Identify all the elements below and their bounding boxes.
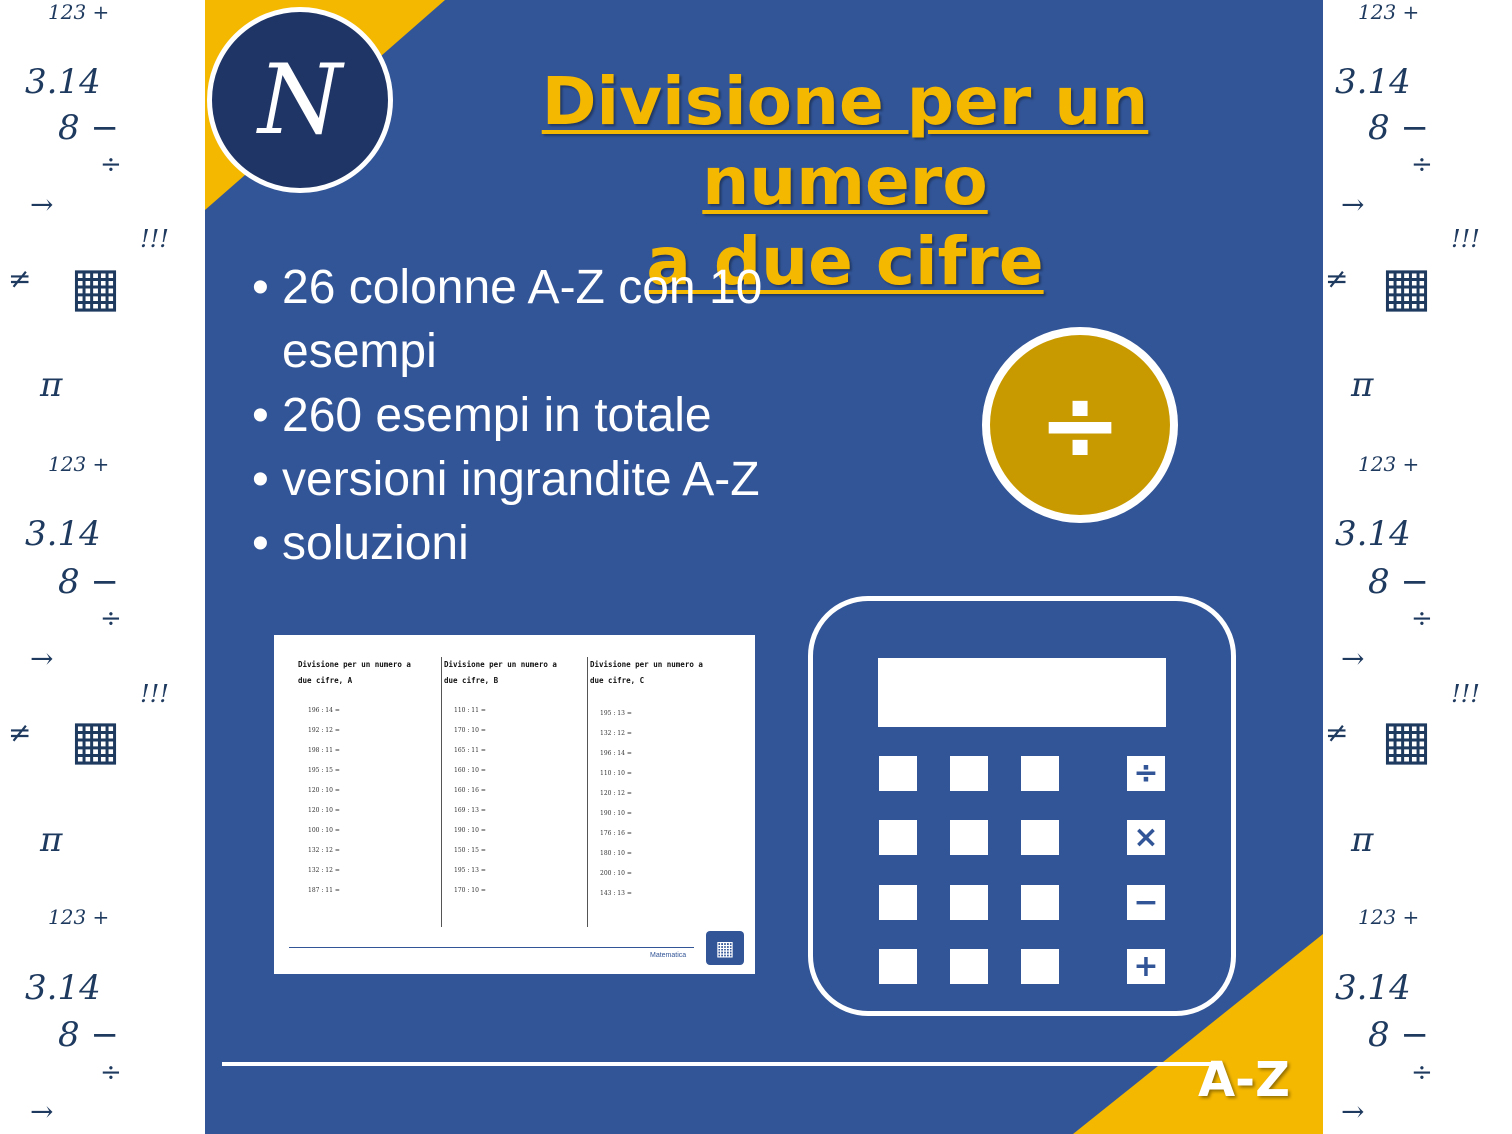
- calculator-key: [1021, 949, 1059, 984]
- worksheet-row: 190 : 10 =: [600, 810, 632, 817]
- doodle-neq: ≠: [8, 262, 32, 295]
- doodle-neq: ≠: [1325, 716, 1349, 749]
- doodle-pi-value: 3.14: [25, 514, 101, 554]
- doodle-123: 123 +: [48, 0, 110, 24]
- worksheet-row: 190 : 10 =: [454, 827, 486, 834]
- worksheet-row: 180 : 10 =: [600, 850, 632, 857]
- doodle-pi: π: [40, 365, 63, 405]
- feature-item: • 260 esempi in totale: [252, 384, 852, 448]
- doodle-exclaim: !!!: [1451, 680, 1480, 708]
- worksheet-row: 150 : 15 =: [454, 847, 486, 854]
- calculator-doodle-icon: ▦: [1381, 708, 1433, 771]
- worksheet-row: 192 : 12 =: [308, 727, 340, 734]
- az-badge: A-Z: [1198, 1052, 1290, 1108]
- doodle-arrow: →: [30, 642, 54, 675]
- calculator-key: [879, 885, 917, 920]
- worksheet-row: 120 : 12 =: [600, 790, 632, 797]
- calculator-plus-key: +: [1127, 949, 1165, 984]
- worksheet-row: 196 : 14 =: [600, 750, 632, 757]
- doodle-arrow: →: [1341, 1095, 1365, 1128]
- calculator-key: [950, 820, 988, 855]
- calculator-key: [879, 820, 917, 855]
- doodle-123: 123 +: [48, 452, 110, 476]
- doodle-arrow: →: [1341, 188, 1365, 221]
- doodle-divide: ÷: [1411, 1058, 1433, 1088]
- worksheet-row: 187 : 11 =: [308, 887, 340, 894]
- doodle-divide: ÷: [1411, 150, 1433, 180]
- doodle-arrow: →: [30, 1095, 54, 1128]
- doodle-pi-value: 3.14: [1335, 968, 1411, 1008]
- worksheet-footer-label: Matematica: [650, 952, 687, 959]
- worksheet-column-b: [444, 657, 574, 907]
- worksheet-column-a: [298, 657, 428, 907]
- doodle-eight: 8 −: [1368, 108, 1429, 148]
- worksheet-row: 110 : 11 =: [454, 707, 486, 714]
- worksheet-row: 198 : 11 =: [308, 747, 340, 754]
- logo-letter: N: [258, 44, 342, 156]
- left-doodle-border: [0, 0, 205, 1134]
- mini-calculator-icon: ▦: [706, 931, 744, 965]
- doodle-pi-value: 3.14: [1335, 62, 1411, 102]
- worksheet-row: 170 : 10 =: [454, 727, 486, 734]
- doodle-exclaim: !!!: [140, 225, 169, 253]
- doodle-pi-value: 3.14: [25, 62, 101, 102]
- doodle-divide: ÷: [1411, 604, 1433, 634]
- worksheet-row: 170 : 10 =: [454, 887, 486, 894]
- worksheet-row: 160 : 16 =: [454, 787, 486, 794]
- logo-badge: [207, 7, 393, 193]
- feature-item: • soluzioni: [252, 512, 852, 576]
- worksheet-column-title: Divisione per un numero a due cifre, A: [298, 660, 411, 685]
- title-line-2: a due cifre: [646, 223, 1044, 300]
- doodle-pi-value: 3.14: [25, 968, 101, 1008]
- calculator-key: [950, 949, 988, 984]
- calculator-key: [950, 756, 988, 791]
- calculator-key: [1021, 820, 1059, 855]
- doodle-eight: 8 −: [58, 108, 119, 148]
- worksheet-divider: [587, 657, 588, 927]
- doodle-eight: 8 −: [1368, 1015, 1429, 1055]
- worksheet-footer-line: [289, 947, 694, 948]
- doodle-pi: π: [1351, 820, 1374, 860]
- calculator-minus-key: −: [1127, 885, 1165, 920]
- worksheet-row: 200 : 10 =: [600, 870, 632, 877]
- worksheet-row: 120 : 10 =: [308, 807, 340, 814]
- right-doodle-border: [1323, 0, 1512, 1134]
- worksheet-row: 195 : 15 =: [308, 767, 340, 774]
- doodle-exclaim: !!!: [140, 680, 169, 708]
- doodle-eight: 8 −: [58, 562, 119, 602]
- bottom-divider: [222, 1062, 1222, 1066]
- divide-icon: [982, 327, 1178, 523]
- doodle-123: 123 +: [48, 905, 110, 929]
- worksheet-row: 195 : 13 =: [454, 867, 486, 874]
- worksheet-column-title: Divisione per un numero a due cifre, C: [590, 660, 703, 685]
- doodle-123: 123 +: [1358, 905, 1420, 929]
- doodle-pi: π: [1351, 365, 1374, 405]
- calculator-multiply-key: ×: [1127, 820, 1165, 855]
- worksheet-row: 110 : 10 =: [600, 770, 632, 777]
- doodle-exclaim: !!!: [1451, 225, 1480, 253]
- feature-item: • 26 colonne A-Z con 10 esempi: [252, 256, 852, 384]
- calculator-doodle-icon: ▦: [1381, 255, 1433, 318]
- worksheet-preview: [274, 635, 755, 974]
- worksheet-divider: [441, 657, 442, 927]
- worksheet-row: 169 : 13 =: [454, 807, 486, 814]
- worksheet-row: 100 : 10 =: [308, 827, 340, 834]
- doodle-divide: ÷: [100, 604, 122, 634]
- doodle-pi: π: [40, 820, 63, 860]
- worksheet-row: 165 : 11 =: [454, 747, 486, 754]
- calculator-doodle-icon: ▦: [70, 255, 122, 318]
- doodle-123: 123 +: [1358, 452, 1420, 476]
- worksheet-row: 120 : 10 =: [308, 787, 340, 794]
- doodle-eight: 8 −: [1368, 562, 1429, 602]
- title-line-1: Divisione per un numero: [541, 63, 1149, 220]
- divide-symbol: ÷: [1038, 366, 1122, 483]
- calculator-doodle-icon: ▦: [70, 708, 122, 771]
- feature-list: [252, 256, 852, 576]
- calculator-key: [1021, 885, 1059, 920]
- worksheet-column-title: Divisione per un numero a due cifre, B: [444, 660, 557, 685]
- doodle-neq: ≠: [1325, 262, 1349, 295]
- doodle-divide: ÷: [100, 150, 122, 180]
- calculator-key: [1021, 756, 1059, 791]
- worksheet-row: 132 : 12 =: [308, 867, 340, 874]
- worksheet-column-c: [590, 657, 720, 910]
- worksheet-row: 196 : 14 =: [308, 707, 340, 714]
- calculator-key: [879, 949, 917, 984]
- worksheet-row: 143 : 13 =: [600, 890, 632, 897]
- doodle-divide: ÷: [100, 1058, 122, 1088]
- calculator-key: [950, 885, 988, 920]
- doodle-neq: ≠: [8, 716, 32, 749]
- calculator-key: [879, 756, 917, 791]
- calculator-screen: [878, 658, 1166, 727]
- doodle-pi-value: 3.14: [1335, 514, 1411, 554]
- worksheet-row: 132 : 12 =: [308, 847, 340, 854]
- doodle-arrow: →: [30, 188, 54, 221]
- feature-item: • versioni ingrandite A-Z: [252, 448, 852, 512]
- calculator-divide-key: ÷: [1127, 756, 1165, 791]
- doodle-eight: 8 −: [58, 1015, 119, 1055]
- worksheet-row: 160 : 10 =: [454, 767, 486, 774]
- doodle-123: 123 +: [1358, 0, 1420, 24]
- worksheet-row: 176 : 16 =: [600, 830, 632, 837]
- doodle-arrow: →: [1341, 642, 1365, 675]
- worksheet-row: 132 : 12 =: [600, 730, 632, 737]
- worksheet-row: 195 : 13 =: [600, 710, 632, 717]
